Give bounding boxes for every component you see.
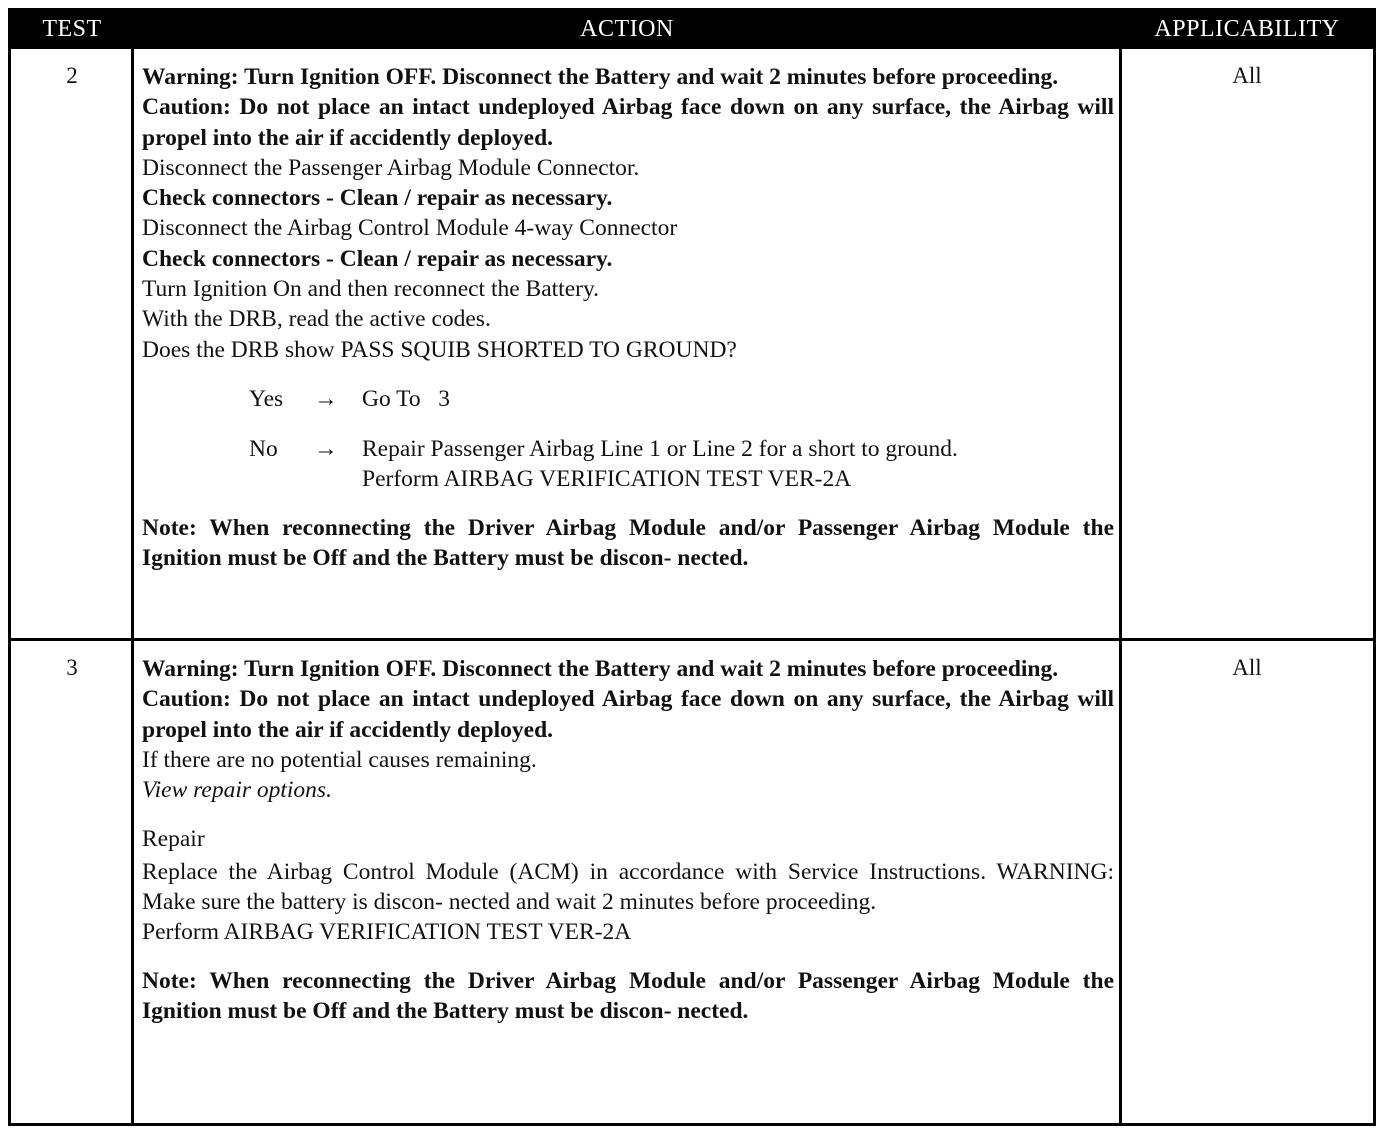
test-number: 2 [66,63,78,88]
header-applicability: APPLICABILITY [1154,16,1340,42]
warning-text: Warning: Turn Ignition OFF. Disconnect the Battery and wait 2 minutes before proceeding. [142,64,1059,90]
action-cell [142,62,1114,573]
action-cell [142,654,1114,1026]
row-divider [11,638,1373,641]
repair-label: Repair [142,826,205,853]
yes-label: Yes [249,385,284,412]
check-text: Check connectors - Clean / repair as necessary. [142,185,613,212]
header-action: ACTION [580,16,674,42]
no-destination-line: Perform AIRBAG VERIFICATION TEST VER-2A [362,466,852,493]
yes-destination: Go To 3 [362,385,451,412]
table-header [11,11,1373,49]
column-divider-test [131,49,134,1123]
caution-text: Caution: Do not place an intact undeployed Airbag face down on any surface, the Airbag will propel into the air if accidently deployed. [142,686,1114,743]
applicability-value: All [1232,63,1262,88]
warning-text: Warning: Turn Ignition OFF. Disconnect the Battery and wait 2 minutes before proceeding. [142,656,1059,682]
step-text: View repair options. [142,777,332,804]
step-text: Disconnect the Airbag Control Module 4-way Connector [142,215,678,242]
repair-perform: Perform AIRBAG VERIFICATION TEST VER-2A [142,919,632,946]
step-text: If there are no potential causes remaining. [142,746,537,773]
diagnostic-table [8,8,1376,1126]
right-arrow-icon: → [314,435,338,462]
applicability-value: All [1232,655,1262,680]
header-test: TEST [42,16,102,42]
note-text: Note: When reconnecting the Driver Airbag Module and/or Passenger Airbag Module the Ignition must be Off and the Battery must be discon- nected. [142,967,1114,1024]
no-branch [142,434,1114,495]
question-text: Does the DRB show PASS SQUIB SHORTED TO GROUND? [142,336,737,363]
no-destination [362,434,1114,495]
repair-text: Replace the Airbag Control Module (ACM) in accordance with Service Instructions. WARNING: Make sure the battery is discon- nected and wait 2 minutes before proceeding. [142,858,1114,916]
right-arrow-icon: → [314,385,338,412]
caution-text: Caution: Do not place an intact undeployed Airbag face down on any surface, the Airbag will propel into the air if accidently deployed. [142,94,1114,151]
yes-branch [142,384,1114,414]
no-label: No [249,435,278,462]
check-text: Check connectors - Clean / repair as necessary. [142,245,613,272]
step-text: With the DRB, read the active codes. [142,306,491,333]
test-number: 3 [66,655,78,680]
note-text: Note: When reconnecting the Driver Airbag Module and/or Passenger Airbag Module the Ignition must be Off and the Battery must be discon- nected. [142,514,1114,571]
column-divider-action [1119,49,1122,1123]
step-text: Turn Ignition On and then reconnect the Battery. [142,276,600,303]
step-text: Disconnect the Passenger Airbag Module Connector. [142,154,640,181]
no-destination-line: Repair Passenger Airbag Line 1 or Line 2 for a short to ground. [362,435,958,462]
